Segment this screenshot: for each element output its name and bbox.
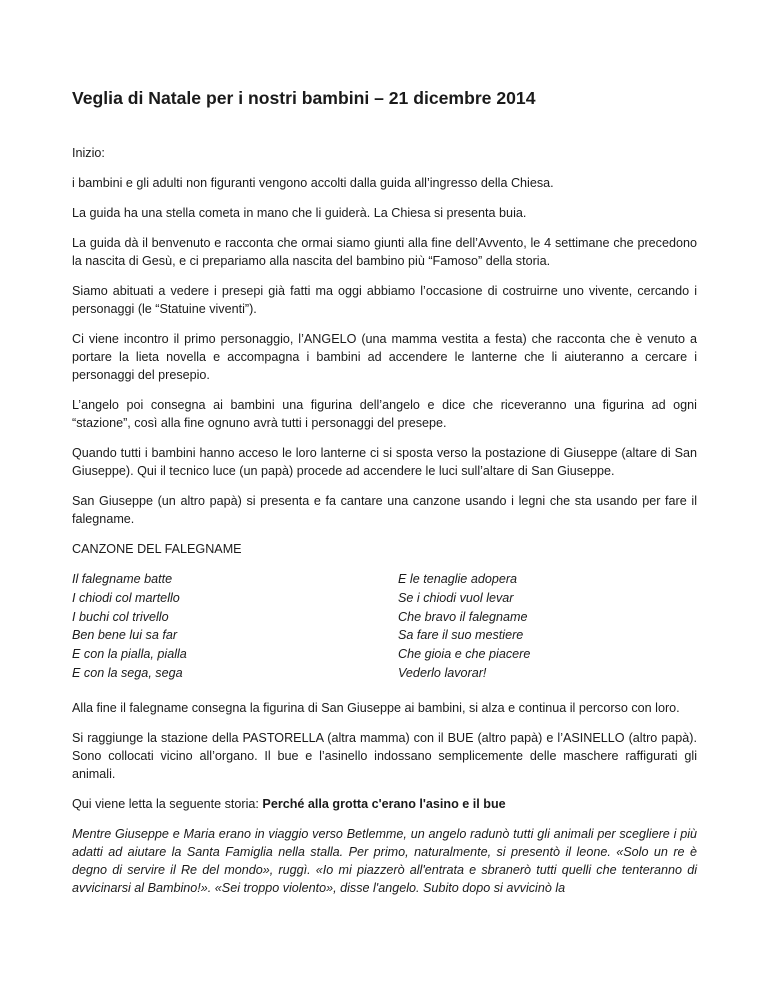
document-body xyxy=(72,86,697,909)
lyric-line: Se i chiodi vuol levar xyxy=(398,590,514,605)
lyric-line: Il falegname batte xyxy=(72,572,173,586)
paragraph: La guida ha una stella cometa in mano che li guiderà. La Chiesa si presenta buia. xyxy=(72,206,527,220)
lyric-line: Che gioia e che piacere xyxy=(398,647,531,662)
paragraph: San Giuseppe (un altro papà) si presenta e fa cantare una canzone usando i legni che sta usando per fare il falegname. xyxy=(72,494,697,526)
story-text: Mentre Giuseppe e Maria erano in viaggio verso Betlemme, un angelo radunò tutti gli animali per scegliere i più adatti ad aiutare la Santa Famiglia nella stalla. Per primo, naturalmente, si presentò il leone. «Solo un re è degno di servire il Re del mondo», ruggì. «Io mi piazzerò all'entrata e sbranerò tutti quelli che tenteranno di avvicinarsi al Bambino!». «Sei troppo violento», disse l'angelo. Subito dopo si avvicinò la xyxy=(72,826,697,895)
lyric-line: E con la sega, sega xyxy=(72,665,183,680)
story-title: Perché alla grotta c'erano l'asino e il bue xyxy=(262,796,506,811)
document-title: Veglia di Natale per i nostri bambini – 21 dicembre 2014 xyxy=(72,88,536,108)
story-intro xyxy=(72,795,697,813)
paragraph: Si raggiunge la stazione della PASTORELLA (altra mamma) con il BUE (altro papà) e l’ASINELLO (altro papà). Sono collocati vicino all’organo. Il bue e l’asinello indossano semplicemente delle maschere raffigurati gli animali. xyxy=(72,730,697,781)
song-heading: CANZONE DEL FALEGNAME xyxy=(72,542,242,556)
song-column-left xyxy=(72,570,398,683)
song-column-right xyxy=(398,570,697,683)
lyric-line: E le tenaglie adopera xyxy=(398,572,518,586)
paragraph: Inizio: xyxy=(72,146,105,160)
lyric-line: I buchi col trivello xyxy=(72,609,169,624)
paragraph: Siamo abituati a vedere i presepi già fatti ma oggi abbiamo l’occasione di costruirne uno vivente, cercando i personaggi (le “Statuine viventi”). xyxy=(72,284,697,316)
paragraph: i bambini e gli adulti non figuranti vengono accolti dalla guida all’ingresso della Chiesa. xyxy=(72,176,554,190)
lyric-line: Ben bene lui sa far xyxy=(72,628,178,643)
song-lyrics xyxy=(72,570,697,683)
story-intro-lead: Qui viene letta la seguente storia: xyxy=(72,796,263,811)
lyric-line: Sa fare il suo mestiere xyxy=(398,628,524,643)
paragraph: L’angelo poi consegna ai bambini una figurina dell’angelo e dice che riceveranno una figurina ad ogni “stazione”, così alla fine ognuno avrà tutti i personaggi del presepe. xyxy=(72,398,697,430)
paragraph: Alla fine il falegname consegna la figurina di San Giuseppe ai bambini, si alza e continua il percorso con loro. xyxy=(72,700,680,715)
lyric-line: E con la pialla, pialla xyxy=(72,647,187,662)
lyric-line: I chiodi col martello xyxy=(72,590,180,605)
paragraph: Quando tutti i bambini hanno acceso le loro lanterne ci si sposta verso la postazione di Giuseppe (altare di San Giuseppe). Qui il tecnico luce (un papà) procede ad accendere le luci sull’altare di San Giuseppe. xyxy=(72,446,697,478)
lyric-line: Vederlo lavorar! xyxy=(398,665,487,680)
paragraph: Ci viene incontro il primo personaggio, l’ANGELO (una mamma vestita a festa) che racconta che è venuto a portare la lieta novella e accompagna i bambini ad accendere le lanterne che li aiuteranno a cercare i personaggi del presepio. xyxy=(72,332,697,382)
paragraph: La guida dà il benvenuto e racconta che ormai siamo giunti alla fine dell’Avvento, le 4 settimane che precedono la nascita di Gesù, e ci prepariamo alla nascita del bambino più “Famoso” della storia. xyxy=(72,236,697,268)
lyric-line: Che bravo il falegname xyxy=(398,609,528,624)
